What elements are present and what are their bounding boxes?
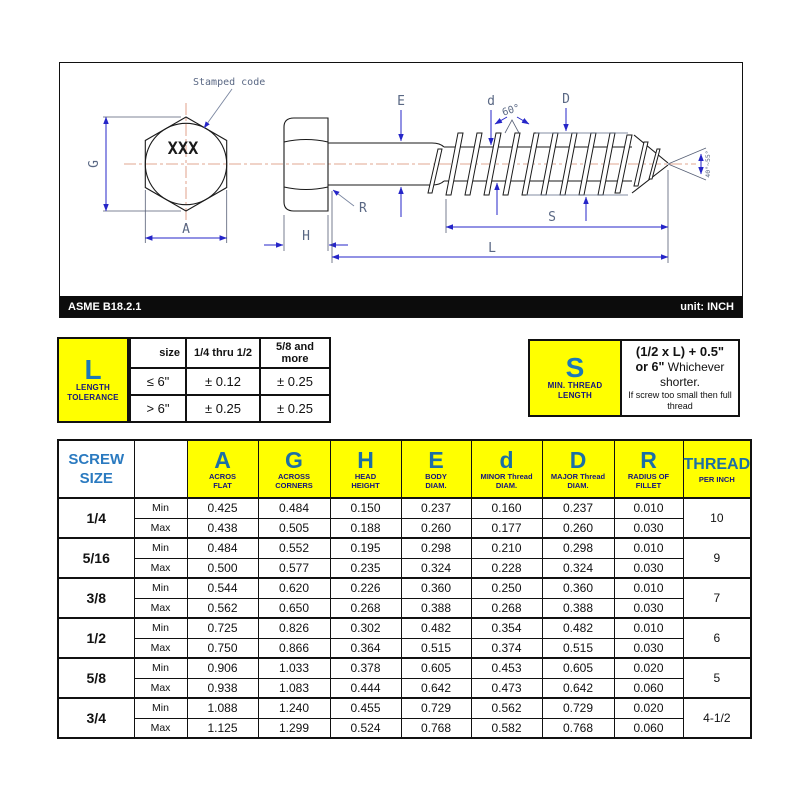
max-value-cell: 0.524 bbox=[330, 718, 401, 738]
threads-per-inch-cell: 5 bbox=[683, 658, 751, 698]
min-value-cell: 0.484 bbox=[258, 498, 330, 518]
column-header-G bbox=[258, 440, 330, 498]
max-value-cell: 0.060 bbox=[614, 678, 683, 698]
min-value-cell: 0.298 bbox=[542, 538, 614, 558]
column-description: DIAM. bbox=[495, 481, 518, 490]
screw-size-cell: 5/16 bbox=[58, 538, 134, 578]
min-value-cell: 0.453 bbox=[471, 658, 542, 678]
point-angle-label: 40°~55° bbox=[704, 150, 712, 178]
max-value-cell: 1.299 bbox=[258, 718, 330, 738]
dim-label-H: H bbox=[302, 229, 310, 244]
column-letter: A bbox=[214, 447, 231, 473]
min-value-cell: 0.605 bbox=[542, 658, 614, 678]
symbol-L-name1: LENGTH bbox=[75, 383, 111, 392]
min-thread-symbol-box bbox=[528, 339, 622, 417]
max-value-cell: 0.030 bbox=[614, 558, 683, 578]
thread-angle-arrow-left bbox=[495, 117, 507, 124]
column-header-R bbox=[614, 440, 683, 498]
max-value-cell: 0.438 bbox=[187, 518, 258, 538]
ltol-header-size: size bbox=[130, 338, 186, 368]
min-value-cell: 0.729 bbox=[401, 698, 471, 718]
screw-size-cell: 3/4 bbox=[58, 698, 134, 738]
min-value-cell: 0.020 bbox=[614, 698, 683, 718]
screw-dimensions-table bbox=[57, 439, 752, 739]
min-value-cell: 0.729 bbox=[542, 698, 614, 718]
max-value-cell: 0.938 bbox=[187, 678, 258, 698]
min-value-cell: 0.484 bbox=[187, 538, 258, 558]
min-label: Min bbox=[134, 498, 187, 518]
min-value-cell: 0.010 bbox=[614, 618, 683, 638]
column-letter: THREAD bbox=[683, 455, 751, 473]
max-value-cell: 1.125 bbox=[187, 718, 258, 738]
max-value-cell: 0.177 bbox=[471, 518, 542, 538]
table-row bbox=[130, 395, 330, 422]
max-value-cell: 0.364 bbox=[330, 638, 401, 658]
column-description: BODY bbox=[425, 472, 447, 481]
column-description: ACROS bbox=[208, 472, 237, 481]
screw-size-cell: 1/4 bbox=[58, 498, 134, 538]
table-row bbox=[58, 598, 751, 618]
max-value-cell: 0.562 bbox=[187, 598, 258, 618]
min-value-cell: 0.552 bbox=[258, 538, 330, 558]
min-value-cell: 0.360 bbox=[542, 578, 614, 598]
blank-header-cell bbox=[134, 440, 187, 498]
thread-length-formula: (1/2 x L) + 0.5" bbox=[635, 344, 725, 359]
max-value-cell: 0.374 bbox=[471, 638, 542, 658]
thread-angle-arrow-right bbox=[517, 117, 529, 124]
max-value-cell: 0.515 bbox=[542, 638, 614, 658]
min-thread-rule-text bbox=[622, 339, 740, 417]
stamped-code-label: Stamped code bbox=[193, 77, 266, 88]
table-row bbox=[58, 558, 751, 578]
max-value-cell: 0.642 bbox=[542, 678, 614, 698]
table-row bbox=[130, 368, 330, 395]
min-label: Min bbox=[134, 658, 187, 678]
thread-length-note: If screw too small then full thread bbox=[628, 390, 732, 411]
thread-length-alt-rest: Whichever shorter. bbox=[659, 360, 725, 389]
column-letter: R bbox=[640, 447, 657, 473]
min-value-cell: 0.210 bbox=[471, 538, 542, 558]
dim-label-G: G bbox=[87, 160, 102, 168]
max-value-cell: 0.324 bbox=[401, 558, 471, 578]
min-value-cell: 0.250 bbox=[471, 578, 542, 598]
column-letter: E bbox=[428, 447, 444, 473]
max-value-cell: 0.768 bbox=[542, 718, 614, 738]
max-label: Max bbox=[134, 638, 187, 658]
max-value-cell: 0.750 bbox=[187, 638, 258, 658]
max-value-cell: 0.582 bbox=[471, 718, 542, 738]
threads-per-inch-cell: 9 bbox=[683, 538, 751, 578]
min-label: Min bbox=[134, 618, 187, 638]
table-row bbox=[58, 638, 751, 658]
min-value-cell: 0.455 bbox=[330, 698, 401, 718]
fillet-leader bbox=[333, 190, 354, 206]
symbol-L-name2: TOLERANCE bbox=[67, 393, 119, 402]
dim-label-L: L bbox=[488, 241, 496, 256]
min-value-cell: 0.020 bbox=[614, 658, 683, 678]
max-value-cell: 0.268 bbox=[471, 598, 542, 618]
max-value-cell: 0.500 bbox=[187, 558, 258, 578]
min-value-cell: 0.906 bbox=[187, 658, 258, 678]
min-label: Min bbox=[134, 698, 187, 718]
table-row bbox=[58, 578, 751, 598]
max-value-cell: 0.260 bbox=[401, 518, 471, 538]
max-value-cell: 0.388 bbox=[401, 598, 471, 618]
unit-label: unit: INCH bbox=[680, 300, 734, 313]
min-label: Min bbox=[134, 538, 187, 558]
max-value-cell: 0.650 bbox=[258, 598, 330, 618]
max-value-cell: 0.473 bbox=[471, 678, 542, 698]
column-header-E bbox=[401, 440, 471, 498]
ltol-row1-val2: ± 0.25 bbox=[260, 368, 330, 395]
min-value-cell: 0.360 bbox=[401, 578, 471, 598]
dim-label-A: A bbox=[182, 222, 190, 237]
min-value-cell: 1.240 bbox=[258, 698, 330, 718]
min-value-cell: 0.298 bbox=[401, 538, 471, 558]
max-value-cell: 0.030 bbox=[614, 598, 683, 618]
min-value-cell: 0.354 bbox=[471, 618, 542, 638]
table-row bbox=[58, 658, 751, 678]
max-value-cell: 0.866 bbox=[258, 638, 330, 658]
dim-label-R: R bbox=[359, 201, 367, 216]
min-value-cell: 0.725 bbox=[187, 618, 258, 638]
max-value-cell: 0.505 bbox=[258, 518, 330, 538]
threads-per-inch-cell: 10 bbox=[683, 498, 751, 538]
min-value-cell: 0.150 bbox=[330, 498, 401, 518]
min-value-cell: 1.033 bbox=[258, 658, 330, 678]
column-description: DIAM. bbox=[567, 481, 589, 490]
dim-label-S: S bbox=[548, 210, 556, 225]
dim-label-D: D bbox=[562, 92, 570, 107]
column-header-d bbox=[471, 440, 542, 498]
screw-size-cell: 1/2 bbox=[58, 618, 134, 658]
column-description: ACROSS bbox=[277, 472, 311, 481]
max-label: Max bbox=[134, 558, 187, 578]
max-value-cell: 0.030 bbox=[614, 638, 683, 658]
max-label: Max bbox=[134, 718, 187, 738]
table-row bbox=[58, 678, 751, 698]
drawing-panel bbox=[59, 62, 743, 318]
stamp-text: XXX bbox=[167, 139, 199, 159]
column-description: DIAM. bbox=[425, 481, 447, 490]
table-row bbox=[58, 498, 751, 518]
table-row bbox=[58, 518, 751, 538]
min-value-cell: 0.302 bbox=[330, 618, 401, 638]
symbol-S: S bbox=[565, 352, 585, 383]
screw-size-line1: SCREW bbox=[68, 451, 125, 468]
table-row bbox=[58, 618, 751, 638]
column-description: CORNERS bbox=[275, 481, 313, 490]
max-value-cell: 1.083 bbox=[258, 678, 330, 698]
ltol-row2-val2: ± 0.25 bbox=[260, 395, 330, 422]
min-value-cell: 1.088 bbox=[187, 698, 258, 718]
column-header-A bbox=[187, 440, 258, 498]
min-value-cell: 0.826 bbox=[258, 618, 330, 638]
screw-size-cell: 5/8 bbox=[58, 658, 134, 698]
length-tolerance-table bbox=[57, 337, 331, 423]
symbol-S-name2: LENGTH bbox=[557, 391, 593, 400]
standard-name: ASME B18.2.1 bbox=[68, 300, 142, 313]
max-value-cell: 0.577 bbox=[258, 558, 330, 578]
screw-size-line2: SIZE bbox=[79, 470, 113, 487]
column-letter: d bbox=[499, 447, 514, 473]
thread-length-alt-bold: or 6" bbox=[635, 360, 665, 374]
max-label: Max bbox=[134, 518, 187, 538]
max-value-cell: 0.768 bbox=[401, 718, 471, 738]
symbol-S-name1: MIN. THREAD bbox=[547, 381, 603, 390]
max-label: Max bbox=[134, 678, 187, 698]
max-value-cell: 0.060 bbox=[614, 718, 683, 738]
min-value-cell: 0.482 bbox=[401, 618, 471, 638]
column-description: PER INCH bbox=[698, 474, 735, 484]
thread-length-alternative bbox=[627, 360, 733, 390]
column-description: HEAD bbox=[354, 472, 377, 481]
min-value-cell: 0.562 bbox=[471, 698, 542, 718]
max-value-cell: 0.515 bbox=[401, 638, 471, 658]
max-value-cell: 0.388 bbox=[542, 598, 614, 618]
dim-label-E: E bbox=[397, 94, 405, 109]
min-value-cell: 0.160 bbox=[471, 498, 542, 518]
column-description: HEIGHT bbox=[351, 481, 380, 490]
ltol-header-large-sizes: 5/8 and more bbox=[260, 338, 330, 368]
column-letter: D bbox=[569, 447, 587, 473]
min-value-cell: 0.482 bbox=[542, 618, 614, 638]
min-value-cell: 0.605 bbox=[401, 658, 471, 678]
min-value-cell: 0.195 bbox=[330, 538, 401, 558]
screw-size-header bbox=[58, 440, 134, 498]
ltol-row2-val1: ± 0.25 bbox=[186, 395, 260, 422]
column-description: MINOR Thread bbox=[480, 472, 533, 481]
min-value-cell: 0.226 bbox=[330, 578, 401, 598]
column-description: RADIUS OF bbox=[627, 472, 670, 481]
standard-bar bbox=[60, 296, 742, 317]
min-value-cell: 0.378 bbox=[330, 658, 401, 678]
length-tolerance-symbol-box bbox=[57, 337, 129, 423]
min-value-cell: 0.425 bbox=[187, 498, 258, 518]
column-description: FLAT bbox=[213, 481, 232, 490]
min-thread-length-table bbox=[528, 339, 740, 417]
column-letter: G bbox=[285, 447, 303, 473]
column-description: MAJOR Thread bbox=[550, 472, 606, 481]
table-row bbox=[58, 538, 751, 558]
min-value-cell: 0.010 bbox=[614, 578, 683, 598]
column-header-THREAD bbox=[683, 440, 751, 498]
hex-head-side bbox=[284, 118, 328, 211]
threads-per-inch-cell: 4-1/2 bbox=[683, 698, 751, 738]
max-value-cell: 0.030 bbox=[614, 518, 683, 538]
min-value-cell: 0.620 bbox=[258, 578, 330, 598]
lag-screw-drawing bbox=[60, 63, 741, 295]
min-value-cell: 0.010 bbox=[614, 538, 683, 558]
min-value-cell: 0.237 bbox=[542, 498, 614, 518]
min-value-cell: 0.010 bbox=[614, 498, 683, 518]
table-row bbox=[58, 698, 751, 718]
min-value-cell: 0.237 bbox=[401, 498, 471, 518]
symbol-L: L bbox=[84, 354, 102, 385]
ltol-row1-size: ≤ 6" bbox=[130, 368, 186, 395]
column-description: FILLET bbox=[635, 481, 662, 490]
max-value-cell: 0.444 bbox=[330, 678, 401, 698]
dim-label-d: d bbox=[487, 94, 495, 109]
ltol-row1-val1: ± 0.12 bbox=[186, 368, 260, 395]
max-value-cell: 0.260 bbox=[542, 518, 614, 538]
threads-per-inch-cell: 6 bbox=[683, 618, 751, 658]
table-header-row bbox=[58, 440, 751, 498]
max-value-cell: 0.268 bbox=[330, 598, 401, 618]
screw-size-cell: 3/8 bbox=[58, 578, 134, 618]
max-value-cell: 0.642 bbox=[401, 678, 471, 698]
table-row bbox=[58, 718, 751, 738]
column-letter: H bbox=[357, 447, 374, 473]
min-label: Min bbox=[134, 578, 187, 598]
threads-per-inch-cell: 7 bbox=[683, 578, 751, 618]
thread-angle-label: 60° bbox=[500, 102, 522, 119]
column-header-H bbox=[330, 440, 401, 498]
max-label: Max bbox=[134, 598, 187, 618]
ltol-header-small-sizes: 1/4 thru 1/2 bbox=[186, 338, 260, 368]
max-value-cell: 0.235 bbox=[330, 558, 401, 578]
length-tolerance-grid bbox=[129, 337, 331, 423]
min-value-cell: 0.544 bbox=[187, 578, 258, 598]
column-header-D bbox=[542, 440, 614, 498]
max-value-cell: 0.324 bbox=[542, 558, 614, 578]
max-value-cell: 0.188 bbox=[330, 518, 401, 538]
ltol-row2-size: > 6" bbox=[130, 395, 186, 422]
max-value-cell: 0.228 bbox=[471, 558, 542, 578]
stamped-code-leader bbox=[204, 89, 232, 128]
